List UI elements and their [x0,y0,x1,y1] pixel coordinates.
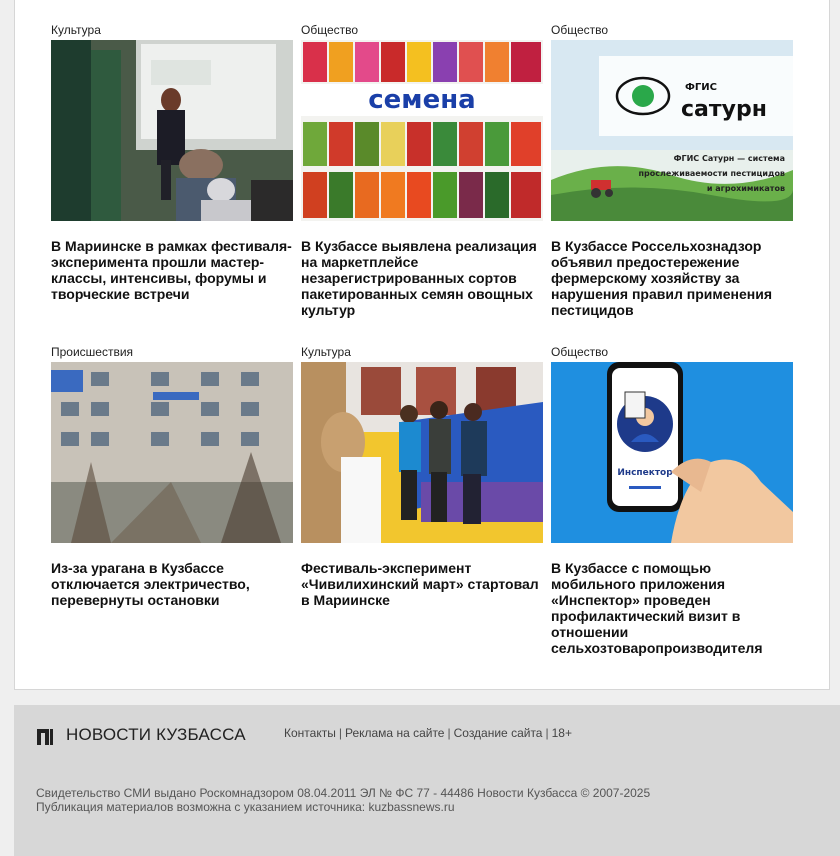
legal-info [36,786,650,814]
site-creation-link[interactable]: Создание сайта [453,726,543,740]
news-thumbnail[interactable] [301,40,543,221]
news-title-link[interactable]: В Кузбассе с помощью мобильного приложения «Инспектор» проведен профилактический визит в отношении сельхозтоваропроизводителя [551,560,763,656]
news-grid-container [14,0,830,690]
news-thumbnail[interactable] [51,362,293,543]
news-category[interactable]: Культура [51,23,101,37]
inspector-app-image [551,362,793,543]
source-notice-text: Публикация материалов возможна с указанием источника: kuzbassnews.ru [36,800,455,814]
semena-overlay-text: семена [368,85,476,115]
news-category[interactable]: Общество [551,23,609,37]
link-separator: | [545,726,549,740]
age-rating-badge: 18+ [551,726,572,740]
media-registration-text: Свидетельство СМИ выдано Роскомнадзором 08.04.2011 ЭЛ № ФС 77 - 44486 Новости Кузбасса © 2007-2025 [36,786,651,800]
advertising-link[interactable]: Реклама на сайте [344,726,445,740]
link-separator: | [447,726,451,740]
presentation-photo [51,40,293,221]
saturn-system-image [551,40,793,221]
news-title-link[interactable]: Из-за урагана в Кузбассе отключается электричество, перевернуты остановки [51,560,250,608]
saturn-caption-line-2: прослеживаемости пестицидов [638,169,785,178]
news-category[interactable]: Общество [551,345,609,359]
saturn-logo-text: сатурн [681,97,767,122]
news-thumbnail[interactable] [551,362,793,543]
news-title-link[interactable]: В Мариинске в рамках фестиваля-эксперимента прошли мастер-классы, интенсивы, форумы и творческие встречи [51,238,292,302]
news-thumbnail[interactable] [551,40,793,221]
site-logo-text[interactable]: НОВОСТИ КУЗБАССА [66,725,246,744]
news-category[interactable]: Происшествия [51,345,134,359]
saturn-caption-line-3: и агрохимикатов [706,184,785,193]
news-thumbnail[interactable] [301,362,543,543]
footer-links [284,726,572,740]
site-footer [14,705,840,856]
seed-packets-image [301,40,543,221]
saturn-fgis-label: ФГИС [685,82,717,93]
saturn-caption-line-1: ФГИС Сатурн — система [673,154,785,163]
news-category[interactable]: Культура [301,345,351,359]
kuzbass-logo-icon[interactable] [35,727,55,747]
news-title-link[interactable]: Фестиваль-эксперимент «Чивилихинский март» стартовал в Мариинске [301,560,539,608]
news-title-link[interactable]: В Кузбассе Россельхознадзор объявил предостережение фермерскому хозяйству за нарушения правил применения пестицидов [551,238,772,318]
contacts-link[interactable]: Контакты [284,726,336,740]
news-thumbnail[interactable] [51,40,293,221]
link-separator: | [338,726,342,740]
news-category[interactable]: Общество [301,23,359,37]
apartment-building-photo [51,362,293,543]
festival-photo [301,362,543,543]
news-title-link[interactable]: В Кузбассе выявлена реализация на маркетплейсе незарегистрированных сортов пакетированных семян овощных культур [301,238,537,318]
inspector-app-label: Инспектор [617,468,673,478]
